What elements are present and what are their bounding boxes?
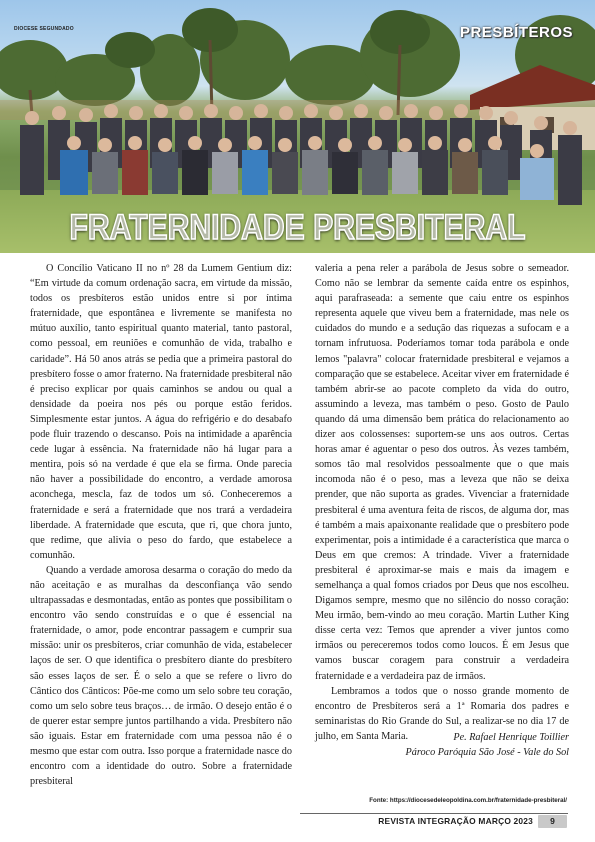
- source-link[interactable]: https://diocesedeleopoldina.com.br/fraternidade-presbiteral/: [389, 797, 567, 804]
- article-paragraph: O Concílio Vaticano II no nº 28 da Lumem Gentium diz: “Em virtude da comum ordenação sacra, em virtude da missão, todos os presbíteros estão unidos entre si por íntima fraternidade, que espontânea e livremente se manifesta no mútuo auxílio, tanto espiritual quanto material, tanto pastoral, como pessoal, em reuniões e comunhão de vida, trabalho e caridade”. Há 50 anos atrás se pedia que a primeira pastoral do presbítero fosse o amor fraterno. Na fraternidade presbiteral não é preciso explicar por quais caminhos se andou ou qual a densidade da poeira nos pés ou porque estão feridos. Simplesmente estar juntos. A água do refrigério e do desabafo pode fluir trazendo o descanso. Pois na intimidade a aparência cede lugar à essência. Na fraternidade não há lugar para a mentira, pois só na verdade é que ela se firma. Onde parecia não haver a possibilidade do encontro, a verdade amorosa aconchega, mescla, faz de todos um só. Conheceremos a fraternidade e será a fraternidade que nos trará a verdadeira liberdade. A fraternidade que escuta, que ri, que chora junto, que redime, que alivia o peso do fardo, que estabelece a comunhão.: [30, 263, 292, 561]
- article-paragraph: Quando a verdade amorosa desarma o coração do medo da não aceitação e as muralhas da desconfiança vão sendo ultrapassadas e desmontadas, então as pontes que possibilitam o encontro vão sendo construídas e o que é essencial na fraternidade, o amor, pode encontrar passagem e cumprir sua missão: unir os presbíteros, criar comunhão de vida, estabelecer laços de ser. O que identifica o presbítero diante do presbítero são esses laços de ser. É o selo a que se refere o livro do Cântico dos Cânticos: Põe-me como um selo sobre teu coração, como um selo sobre teus braços… de irmão. O desejo então é o de querer estar sempre juntos partilhando a vida. Presbítero não são iguais. Estar em fraternidade com uma pessoa não é o mesmo que estar com outra. Isso porque a fraternidade nasce do encontro com a identidade do outro. Sobre a fraternidade presbiteral: [30, 564, 292, 788]
- source-credit: [369, 797, 567, 804]
- article-headline: FRATERNIDADE PRESBITERAL: [69, 208, 526, 247]
- section-tag: PRESBÍTEROS: [459, 24, 573, 41]
- author-role: Pároco Paróquia São José - Vale do Sol: [405, 747, 569, 758]
- author-name: Pe. Rafael Henrique Toillier: [453, 732, 569, 743]
- footer-magazine-title: REVISTA INTEGRAÇÃO MARÇO 2023: [378, 816, 533, 826]
- article-left-column: [30, 261, 292, 789]
- article-paragraph: Lembramos a todos que o nosso grande momento de encontro de Presbíteros será a 1ª Romaria dos padres e seminaristas do Rio Grande do Sul, a realizar-se no dia 17 de julho, em Santa Maria.: [315, 685, 569, 742]
- source-label: Fonte:: [369, 797, 389, 804]
- footer-divider: [300, 813, 568, 814]
- page-number: 9: [538, 815, 567, 828]
- header-small-banner: DIOCESE SEGUNDADO: [14, 26, 74, 32]
- article-paragraph: valeria a pena reler a parábola de Jesus sobre o semeador. Como não se lembrar da semente caída entre os espinhos, aqui parafraseada: a semente que caiu entre os espinhos representa aquele que viveu bem a fraternidade, mas nele os cuidados do mundo e a sedução das riquezas a sufocam e a tornam infrutuosa. Poderíamos tomar toda parábola e onde lemos "palavra" colocar fraternidade presbiteral e vejamos a comparação que se estabelece. Aceitar viver em fraternidade é também abrir-se ao pacote completo da vida do outro, assumindo a leveza, mas também o peso. Gosto de Paulo quando dá uma dimensão bem prática do relacionamento ao dizer aos colossenses: suportem-se uns aos outros. Certas horas amar é aguentar o peso dos outros. Às vezes também, somos tão mal resolvidos pessoalmente que o que mais incomoda não é o peso, mas a leveza que não se deixa prender, que não suporta as grades. Vivenciar a fraternidade presbiteral é uma aventura feita de riscos, de alguma dor, mas é também a mais apaixonante realidade que o presbítero pode experimentar, pois a intimidade é a característica que marca o Deus em que cremos: A trindade. Viver a fraternidade presbiteral é aproximar-se mais e mais da imagem e semelhança a qual fomos criados por Deus que nos escolheu. Digamos sempre, mesmo que no silêncio do nosso coração: Meu irmão, bem-vindo ao meu coração. Martin Luther King disse certa vez: Temos que aprender a viver juntos como irmãos ou pereceremos todos como loucos. É em Jesus que vamos buscar coragem para construir a verdadeira fraternidade e a verdadeira paz de irmãos.: [315, 263, 569, 682]
- article-right-column: [315, 261, 569, 744]
